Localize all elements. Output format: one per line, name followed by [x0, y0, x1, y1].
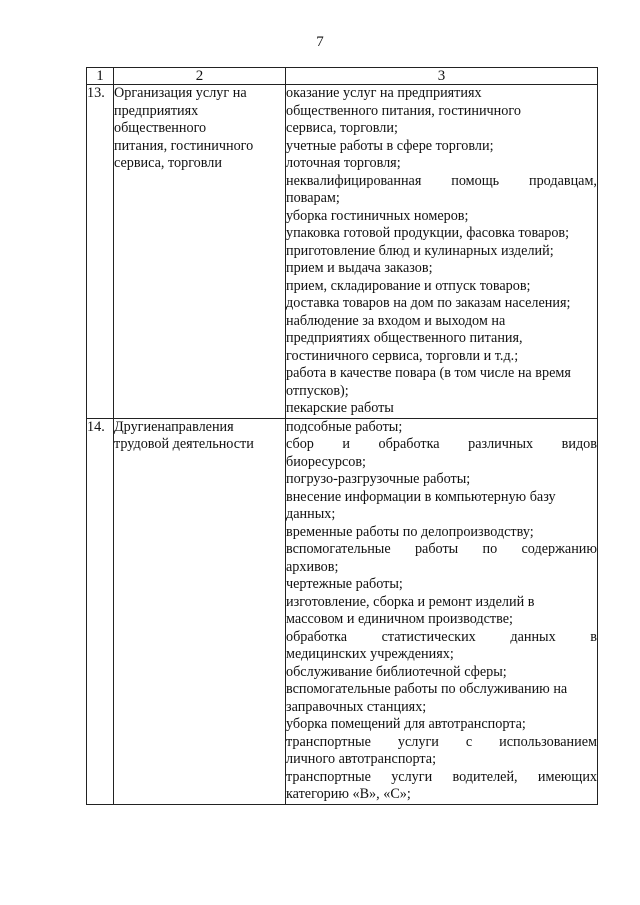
work-line: упаковка готовой продукции, фасовка товаров;: [286, 225, 570, 241]
work-line: данных;: [286, 506, 336, 522]
direction-line: Другиенаправления: [114, 418, 234, 435]
work-line: погрузо-разгрузочные работы;: [286, 471, 471, 487]
direction-line: Организация услуг на: [114, 85, 247, 101]
work-line: вспомогательные работы по содержанию: [286, 541, 597, 557]
table-row: [87, 85, 598, 419]
table-header-row: [87, 68, 598, 85]
work-line: поварам;: [286, 190, 340, 206]
work-line: чертежные работы;: [286, 576, 403, 592]
direction-line: питания, гостиничного: [114, 137, 254, 154]
work-line: вспомогательные работы по обслуживанию на: [286, 681, 568, 697]
work-line: подсобные работы;: [286, 418, 403, 435]
services-table: [86, 67, 598, 805]
work-line: массовом и единичном производстве;: [286, 611, 513, 627]
work-line: наблюдение за входом и выходом на: [286, 312, 506, 329]
work-line: временные работы по делопроизводству;: [286, 523, 534, 540]
table-row: [87, 418, 598, 804]
work-line: изготовление, сборка и ремонт изделий в: [286, 593, 535, 610]
activity-direction: [114, 418, 286, 804]
work-line: общественного питания, гостиничного: [286, 102, 521, 119]
work-line: заправочных станциях;: [286, 698, 427, 715]
work-line: уборка помещений для автотранспорта;: [286, 716, 526, 732]
work-line: доставка товаров на дом по заказам населения;: [286, 295, 571, 311]
work-line: отпусков);: [286, 382, 349, 399]
work-line: приготовление блюд и кулинарных изделий;: [286, 242, 554, 259]
page-number: 7: [316, 34, 324, 50]
work-line: медицинских учреждениях;: [286, 646, 454, 662]
work-line: неквалифицированная помощь продавцам,: [286, 172, 597, 189]
work-line: внесение информации в компьютерную базу: [286, 488, 556, 505]
work-line: транспортные услуги водителей, имеющих: [286, 768, 597, 785]
work-line: предприятиях общественного питания,: [286, 330, 523, 346]
works-list: [286, 418, 598, 804]
work-line: лоточная торговля;: [286, 155, 401, 171]
work-line: сервиса, торговли;: [286, 120, 398, 136]
work-line: транспортные услуги с использованием: [286, 733, 597, 750]
row-number: 14.: [87, 418, 114, 804]
activity-direction: [114, 85, 286, 419]
works-list: [286, 85, 598, 419]
direction-line: сервиса, торговли: [114, 155, 222, 171]
work-line: обработка статистических данных в: [286, 628, 597, 645]
work-line: пекарские работы: [286, 400, 394, 416]
work-line: обслуживание библиотечной сферы;: [286, 663, 507, 680]
direction-line: трудовой деятельности: [114, 436, 254, 452]
work-line: биоресурсов;: [286, 453, 366, 470]
work-line: прием, складирование и отпуск товаров;: [286, 277, 531, 294]
work-line: уборка гостиничных номеров;: [286, 207, 469, 224]
work-line: архивов;: [286, 558, 339, 575]
header-col-1: 1: [87, 68, 114, 85]
direction-line: предприятиях: [114, 102, 199, 119]
work-line: гостиничного сервиса, торговли и т.д.;: [286, 347, 519, 364]
work-line: сбор и обработка различных видов: [286, 436, 597, 452]
work-line: учетные работы в сфере торговли;: [286, 137, 494, 154]
work-line: оказание услуг на предприятиях: [286, 85, 482, 101]
direction-line: общественного: [114, 120, 207, 136]
header-col-2: 2: [114, 68, 286, 85]
work-line: личного автотранспорта;: [286, 751, 437, 767]
work-line: работа в качестве повара (в том числе на время: [286, 365, 571, 381]
work-line: категорию «В», «С»;: [286, 786, 411, 802]
header-col-3: 3: [286, 68, 598, 85]
row-number: 13.: [87, 85, 114, 419]
work-line: прием и выдача заказов;: [286, 260, 433, 276]
